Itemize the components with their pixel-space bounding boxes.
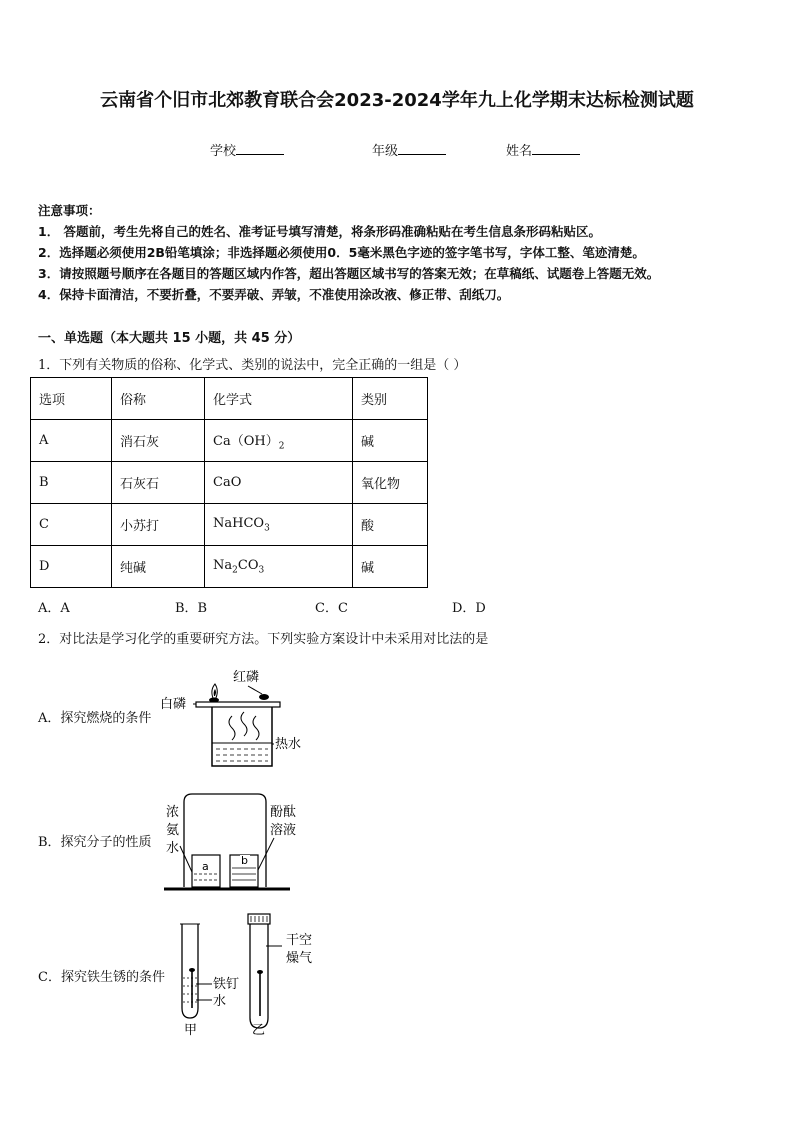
notice-item: 2．选择题必须使用2B铅笔填涂；非选择题必须使用0．5毫米黑色字迹的签字笔书写，字体工整、笔迹清楚。 (38, 245, 645, 260)
category-cell: 酸 (353, 504, 428, 546)
question-1-stem: 1．下列有关物质的俗称、化学式、类别的说法中，完全正确的一组是（ ） (38, 358, 467, 373)
beaker-b-label: b (241, 854, 248, 867)
common-name-cell: 纯碱 (112, 546, 205, 588)
formula-subscript: 3 (258, 565, 265, 576)
notice-item: 1． 答题前，考生先将自己的姓名、准考证号填写清楚，将条形码准确粘贴在考生信息条形码粘贴区。 (38, 224, 602, 239)
formula-cell: CaO (205, 462, 353, 504)
table-header-row (31, 378, 428, 420)
table-header-cell: 选项 (31, 378, 112, 420)
table-header-cell: 类别 (353, 378, 428, 420)
beaker-outline (212, 707, 272, 766)
iron-nail-label: 铁钉 (213, 977, 240, 992)
formula-tail: CO (237, 557, 259, 573)
hot-water-label: 热水 (275, 737, 302, 752)
grade-blank[interactable] (398, 142, 446, 155)
molecule-diffusion-diagram (160, 790, 310, 895)
option-cell: D (31, 546, 112, 588)
option-a-label[interactable]: A．探究燃烧的条件 (38, 711, 152, 726)
option-cell: A (31, 420, 112, 462)
choice-a[interactable]: A．A (38, 601, 70, 616)
common-name-cell: 石灰石 (112, 462, 205, 504)
grade-field[interactable] (372, 140, 446, 159)
name-field[interactable] (506, 140, 580, 159)
choice-d[interactable]: D．D (452, 601, 486, 616)
red-phosphorus-blob (259, 694, 269, 700)
dry-air-label-1: 干空 (286, 933, 313, 948)
common-name-cell: 小苏打 (112, 504, 205, 546)
ammonia-label-3: 水 (166, 841, 180, 856)
nail-head-yi (257, 970, 263, 974)
formula-main: Na (213, 557, 233, 573)
notice-item: 3．请按照题号顺序在各题目的答题区域内作答，超出答题区域书写的答案无效；在草稿纸、试题卷上答题无效。 (38, 266, 660, 281)
notice-heading: 注意事项： (38, 203, 101, 218)
grade-label: 年级 (372, 144, 399, 159)
flame-core (214, 689, 216, 696)
formula-cell (205, 420, 353, 462)
copper-plate (196, 702, 280, 707)
notice-item: 4．保持卡面清洁，不要折叠，不要弄破、弄皱，不准使用涂改液、修正带、刮纸刀。 (38, 287, 510, 302)
tube-yi-label: 乙 (252, 1023, 266, 1038)
common-name-cell: 消石灰 (112, 420, 205, 462)
white-phosphorus-label: 白磷 (160, 697, 187, 712)
name-label: 姓名 (506, 144, 533, 159)
option-c-label[interactable]: C．探究铁生锈的条件 (38, 970, 165, 985)
test-tube-yi (250, 924, 268, 1028)
table-row (31, 504, 428, 546)
vapor-wave-1 (229, 716, 235, 740)
formula-subscript: 2 (232, 565, 238, 576)
phenolphthalein-label-1: 酚酞 (270, 805, 297, 820)
phenolphthalein-label-2: 溶液 (270, 823, 297, 838)
school-blank[interactable] (236, 142, 284, 155)
iron-rust-diagram (170, 912, 330, 1040)
question-2-stem: 2．对比法是学习化学的重要研究方法。下列实验方案设计中未采用对比法的是 (38, 632, 489, 647)
category-cell: 碱 (353, 546, 428, 588)
formula-subscript: 2 (278, 441, 285, 452)
category-cell: 氧化物 (353, 462, 428, 504)
category-cell: 碱 (353, 420, 428, 462)
table-row (31, 420, 428, 462)
table-header-cell: 化学式 (205, 378, 353, 420)
choice-b[interactable]: B．B (175, 601, 208, 616)
nail-head-jia (189, 968, 195, 972)
beaker-a-label: a (202, 860, 209, 873)
red-phosphorus-label: 红磷 (233, 670, 260, 685)
dry-air-label-2: 燥气 (286, 951, 313, 966)
formula-main: Ca（OH） (213, 433, 279, 449)
ammonia-leader (180, 846, 192, 872)
option-cell: B (31, 462, 112, 504)
table-header-cell: 俗称 (112, 378, 205, 420)
page-title: 云南省个旧市北郊教育联合会2023-2024学年九上化学期末达标检测试题 (100, 90, 694, 111)
ammonia-label-2: 氨 (166, 823, 180, 838)
section-heading: 一、单选题（本大题共 15 小题，共 45 分） (38, 331, 301, 346)
option-cell: C (31, 504, 112, 546)
combustion-apparatus-diagram (160, 660, 320, 775)
tube-jia-label: 甲 (184, 1023, 198, 1038)
vapor-wave-2 (241, 712, 247, 736)
school-label: 学校 (210, 144, 237, 159)
table-row (31, 546, 428, 588)
question-1-table (30, 377, 428, 588)
table-row (31, 462, 428, 504)
notice-block (38, 200, 659, 305)
red-p-leader (248, 686, 262, 694)
formula-cell (205, 504, 353, 546)
choice-c[interactable]: C．C (315, 601, 348, 616)
formula-main: NaHCO (213, 515, 265, 531)
option-b-label[interactable]: B．探究分子的性质 (38, 835, 152, 850)
vapor-wave-3 (253, 716, 259, 740)
water-label: 水 (213, 994, 227, 1009)
ammonia-label-1: 浓 (166, 805, 180, 820)
formula-subscript: 3 (264, 523, 270, 534)
formula-cell (205, 546, 353, 588)
school-field[interactable] (210, 140, 284, 159)
name-blank[interactable] (532, 142, 580, 155)
